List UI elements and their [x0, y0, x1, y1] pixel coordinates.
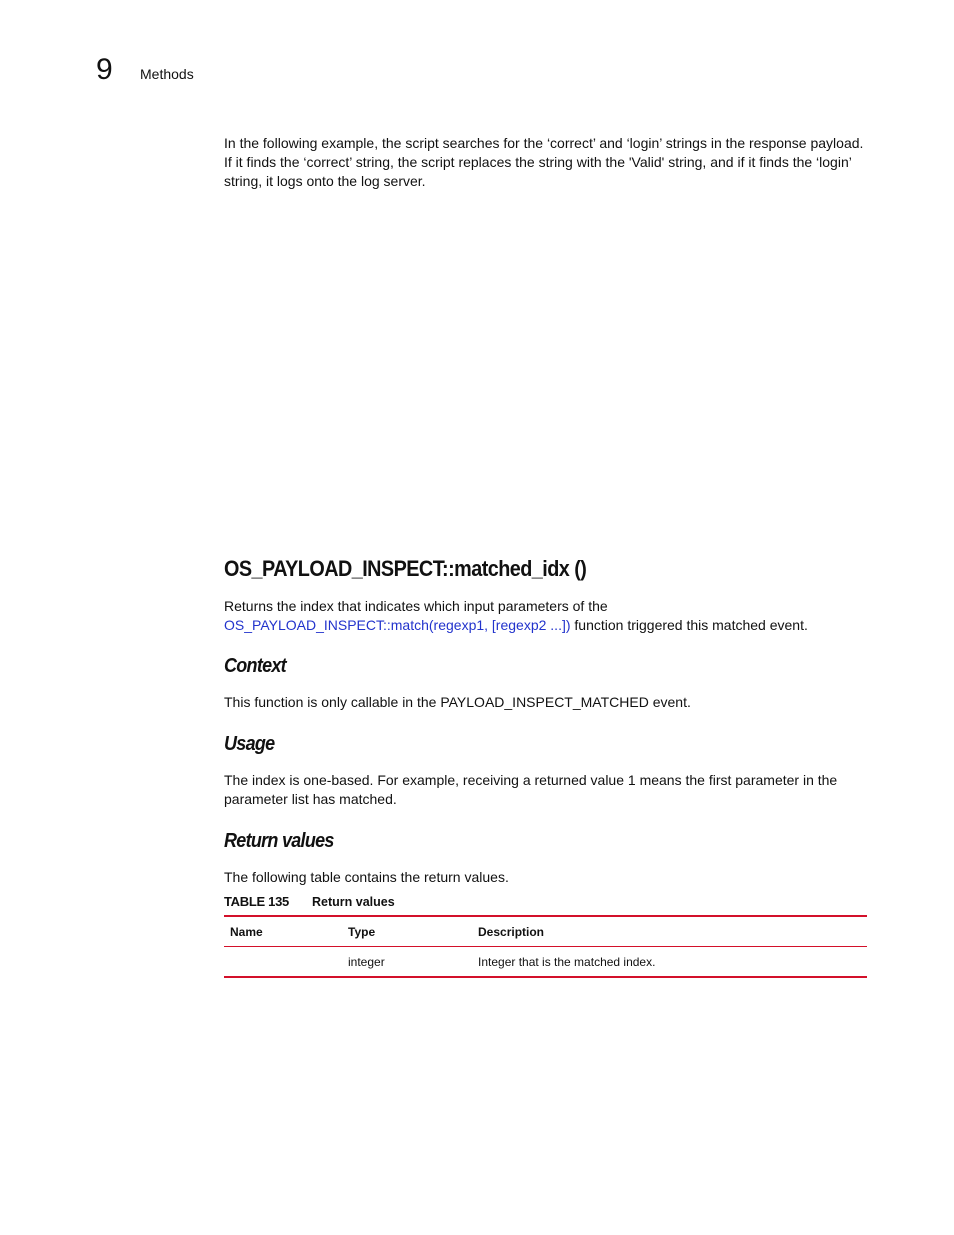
- return-values-text: The following table contains the return values.: [224, 869, 509, 885]
- table-label: TABLE 135: [224, 894, 289, 909]
- usage-heading: Usage: [224, 733, 275, 755]
- column-header-description: Description: [478, 924, 545, 939]
- cell-type: integer: [348, 954, 385, 969]
- column-header-type: Type: [348, 924, 376, 939]
- usage-text: The index is one-based. For example, receiving a returned value 1 means the first parameter in the parameter list has matched.: [224, 772, 838, 807]
- description-tail: function triggered this matched event.: [570, 617, 808, 633]
- table-title: Return values: [312, 895, 395, 909]
- section-description: [224, 597, 869, 635]
- context-text: This function is only callable in the PAYLOAD_INSPECT_MATCHED event.: [224, 694, 691, 710]
- intro-paragraph: In the following example, the script searches for the ‘correct’ and ‘login’ strings in the response payload. If it finds the ‘correct’ string, the script replaces the string with the 'Valid' string, and if it finds the ‘login’ string, it logs onto the log server.: [224, 135, 864, 189]
- chapter-title: Methods: [140, 66, 194, 82]
- table-caption: [224, 894, 395, 909]
- section-title: OS_PAYLOAD_INSPECT::matched_idx (): [224, 556, 587, 581]
- cell-description: Integer that is the matched index.: [478, 954, 656, 969]
- match-function-link[interactable]: OS_PAYLOAD_INSPECT::match(regexp1, [regexp2 ...]): [224, 617, 571, 633]
- table-row: [224, 947, 867, 978]
- table-header-row: [224, 916, 867, 947]
- description-line: Returns the index that indicates which input parameters of the: [224, 598, 608, 614]
- description-line-2: [224, 616, 869, 635]
- column-header-name: Name: [230, 924, 263, 939]
- cell-name: [224, 947, 342, 978]
- chapter-number: 9: [96, 53, 113, 86]
- context-heading: Context: [224, 655, 286, 677]
- return-values-table: [224, 915, 867, 978]
- return-values-heading: Return values: [224, 830, 334, 852]
